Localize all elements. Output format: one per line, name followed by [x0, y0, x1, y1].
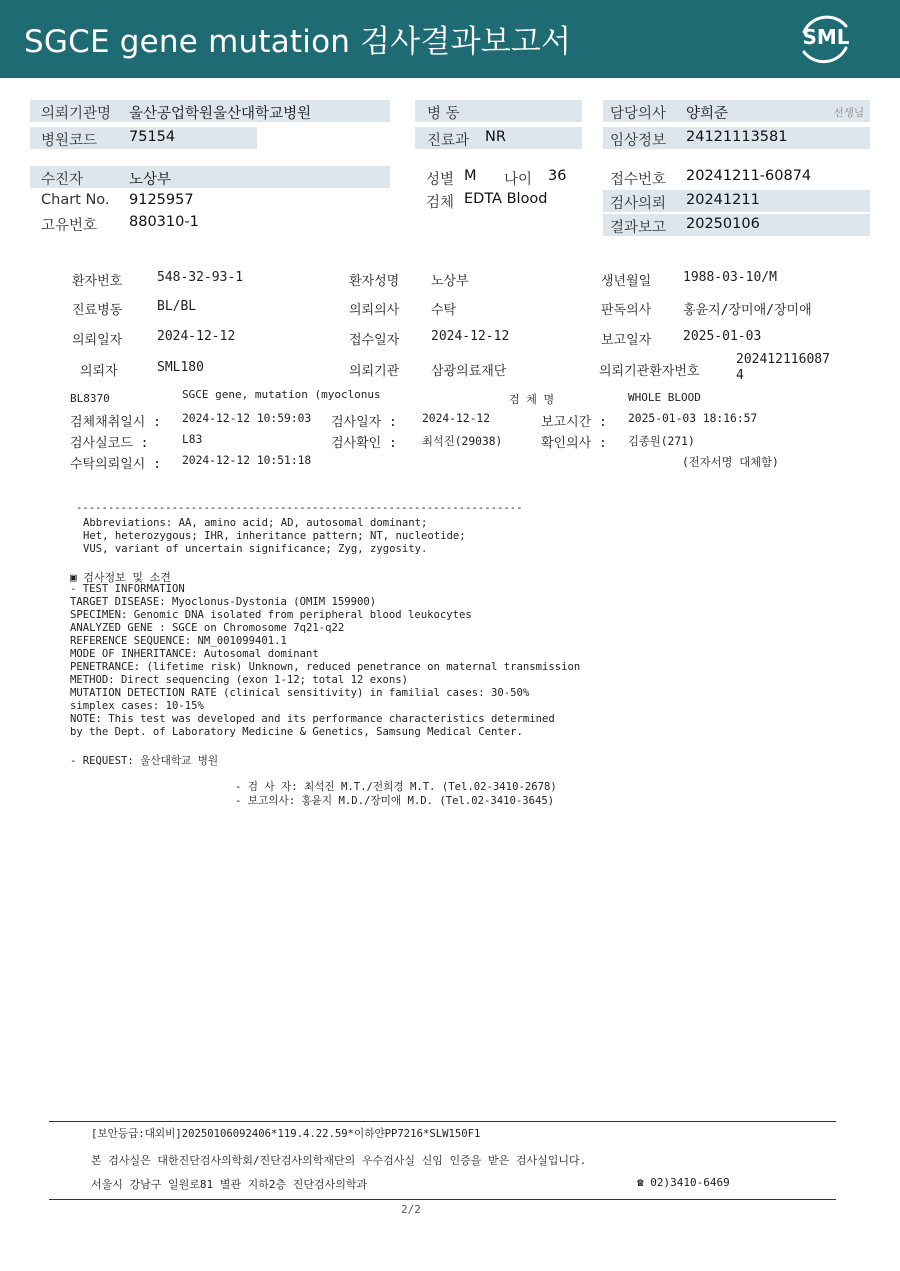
report-line: - TEST INFORMATION: [70, 583, 185, 595]
specimen-label: 검체: [426, 195, 455, 211]
sex-value: M: [464, 168, 477, 184]
grid-inst-pid-value-1: 202412116087: [736, 352, 830, 367]
abbreviations-line-1: Abbreviations: AA, amino acid; AD, autosomal dominant;: [83, 517, 428, 529]
report-date-field: [603, 214, 870, 236]
phone-line: ☎ 02)3410-6469: [637, 1176, 730, 1189]
grid-ward-label: 진료병동: [72, 303, 123, 318]
reporter-line: - 보고의사: 홍윤지 M.D./장미애 M.D. (Tel.02-3410-3645): [235, 795, 555, 807]
age-label: 나이: [504, 172, 533, 188]
sex-label: 성별: [426, 172, 455, 188]
security-line: [보안등급:대외비]20250106092406*119.4.22.59*이하얀PP7216*SLW150F1: [91, 1128, 481, 1140]
report-line: MUTATION DETECTION RATE (clinical sensitivity) in familial cases: 30-50%: [70, 687, 530, 699]
grid-requester-label: 의뢰자: [80, 364, 118, 379]
grid-req-inst-label: 의뢰기관: [349, 364, 400, 379]
esign-note: (전자서명 대체함): [682, 456, 779, 469]
lab-code-value: L83: [182, 433, 203, 446]
grid-req-inst-value: 삼광의료재단: [431, 364, 507, 379]
ward-field: [415, 100, 582, 122]
age-value: 36: [548, 168, 567, 184]
report-title: SGCE gene mutation 검사결과보고서: [24, 24, 572, 60]
dash-separator: ----------------------------------------------------------------------: [76, 502, 523, 514]
grid-rep-date-label: 보고일자: [601, 333, 652, 348]
report-header: [0, 0, 900, 78]
collect-value: 2024-12-12 10:59:03: [182, 412, 312, 425]
report-line: MODE OF INHERITANCE: Autosomal dominant: [70, 648, 319, 660]
grid-pname-label: 환자성명: [349, 274, 400, 289]
report-line: REFERENCE SEQUENCE: NM_001099401.1: [70, 635, 287, 647]
ward-label: 병 동: [427, 106, 460, 122]
address-line: 서울시 강남구 일원로81 별관 지하2층 진단검사의학과: [91, 1178, 368, 1191]
grid-pid-value: 548-32-93-1: [157, 270, 244, 285]
consign-value: 2024-12-12 10:51:18: [182, 454, 312, 467]
report-time-label: 보고시간 :: [541, 415, 607, 430]
doctor-label: 담당의사: [610, 106, 667, 122]
uid-field: [30, 212, 390, 234]
receipt-value: 20241211-60874: [686, 168, 812, 184]
report-line: by the Dept. of Laboratory Medicine & Genetics, Samsung Medical Center.: [70, 726, 523, 738]
confirm-doc-label: 확인의사 :: [541, 436, 607, 451]
tester-line: - 검 사 자: 최석진 M.T./전희경 M.T. (Tel.02-3410-2678): [235, 781, 557, 793]
report-line: ANALYZED GENE : SGCE on Chromosome 7q21-q22: [70, 622, 345, 634]
sml-logo-text: SML: [802, 25, 850, 49]
grid-inst-pid-label: 의뢰기관환자번호: [599, 364, 700, 379]
dept-value: NR: [485, 129, 506, 145]
clinical-label: 임상정보: [610, 133, 667, 149]
grid-req-date-label: 의뢰일자: [72, 333, 123, 348]
institution-value: 울산공업학원울산대학교병원: [129, 106, 312, 122]
page-number: 2/2: [401, 1203, 421, 1216]
hospital-code-value: 75154: [129, 129, 176, 145]
institution-field: [30, 100, 390, 122]
grid-pid-label: 환자번호: [72, 274, 123, 289]
confirm-value: 최석진(29038): [422, 435, 503, 448]
hospital-code-label: 병원코드: [41, 133, 98, 149]
grid-read-doc-value: 홍윤지/장미애/장미애: [683, 303, 812, 318]
grid-rec-date-value: 2024-12-12: [431, 329, 510, 344]
footer-bottom-rule: [49, 1199, 836, 1200]
request-date-field: [603, 190, 870, 212]
uid-label: 고유번호: [41, 218, 98, 234]
report-line: METHOD: Direct sequencing (exon 1-12; total 12 exons): [70, 674, 409, 686]
test-name: SGCE gene, mutation (myoclonus: [182, 388, 381, 401]
grid-requester-value: SML180: [157, 360, 204, 375]
abbreviations-line-2: Het, heterozygous; IHR, inheritance pattern; NT, nucleotide;: [83, 530, 466, 542]
report-line: TARGET DISEASE: Myoclonus-Dystonia (OMIM 159900): [70, 596, 377, 608]
dept-field: [415, 127, 582, 149]
report-line: NOTE: This test was developed and its performance characteristics determined: [70, 713, 555, 725]
doctor-value: 양희준: [686, 106, 729, 122]
confirm-label: 검사확인 :: [331, 436, 397, 451]
clinical-field: [603, 127, 870, 149]
report-date-value: 20250106: [686, 216, 760, 232]
grid-dob-value: 1988-03-10/M: [683, 270, 777, 285]
specimen-field: [415, 189, 595, 211]
consign-label: 수탁의뢰일시 :: [70, 457, 162, 472]
grid-req-date-value: 2024-12-12: [157, 329, 236, 344]
test-date-label: 검사일자 :: [331, 415, 397, 430]
clinical-value: 24121113581: [686, 129, 788, 145]
institution-label: 의뢰기관명: [41, 106, 112, 122]
test-code: BL8370: [70, 392, 110, 405]
request-date-value: 20241211: [686, 192, 760, 208]
receipt-label: 접수번호: [610, 172, 667, 188]
request-date-label: 검사의뢰: [610, 196, 667, 212]
footer-top-rule: [49, 1121, 836, 1122]
grid-dob-label: 생년월일: [601, 274, 652, 289]
section-title: ▣ 검사정보 및 소견: [70, 571, 171, 584]
grid-read-doc-label: 판독의사: [601, 303, 652, 318]
grid-inst-pid-value-2: 4: [736, 368, 744, 383]
lab-code-label: 검사실코드 :: [70, 436, 149, 451]
confirm-doc-value: 김종원(271): [628, 435, 695, 448]
specimen-value: EDTA Blood: [464, 191, 548, 207]
hospital-code-field: [30, 127, 257, 149]
report-line: simplex cases: 10-15%: [70, 700, 204, 712]
chart-field: [30, 190, 390, 212]
report-line: SPECIMEN: Genomic DNA isolated from peripheral blood leukocytes: [70, 609, 472, 621]
report-date-label: 결과보고: [610, 220, 667, 236]
collect-label: 검체채취일시 :: [70, 415, 162, 430]
grid-pname-value: 노상부: [431, 274, 469, 289]
uid-value: 880310-1: [129, 214, 199, 230]
report-time-value: 2025-01-03 18:16:57: [628, 412, 758, 425]
dept-label: 진료과: [427, 133, 470, 149]
patient-field: [30, 166, 390, 188]
sex-age-field: [415, 166, 595, 188]
test-specimen-label: 검 체 명: [509, 393, 555, 406]
patient-label: 수진자: [41, 172, 84, 188]
chart-label: Chart No.: [41, 192, 110, 208]
doctor-suffix: 선생님: [833, 107, 864, 119]
receipt-field: [603, 166, 870, 188]
report-line: PENETRANCE: (lifetime risk) Unknown, reduced penetrance on maternal transmission: [70, 661, 581, 673]
grid-req-doc-label: 의뢰의사: [349, 303, 400, 318]
doctor-field: [603, 100, 870, 122]
grid-req-doc-value: 수탁: [431, 303, 457, 318]
certification-line: 본 검사실은 대한진단검사의학회/진단검사의학재단의 우수검사실 신임 인증을 받은 검사실입니다.: [91, 1154, 587, 1167]
grid-rep-date-value: 2025-01-03: [683, 329, 762, 344]
abbreviations-line-3: VUS, variant of uncertain significance; Zyg, zygosity.: [83, 543, 428, 555]
chart-value: 9125957: [129, 192, 194, 208]
test-specimen-value: WHOLE BLOOD: [628, 391, 701, 404]
patient-value: 노상부: [129, 172, 172, 188]
test-date-value: 2024-12-12: [422, 412, 491, 425]
grid-ward-value: BL/BL: [157, 299, 197, 314]
grid-rec-date-label: 접수일자: [349, 333, 400, 348]
request-line: - REQUEST: 울산대학교 병원: [70, 755, 219, 767]
